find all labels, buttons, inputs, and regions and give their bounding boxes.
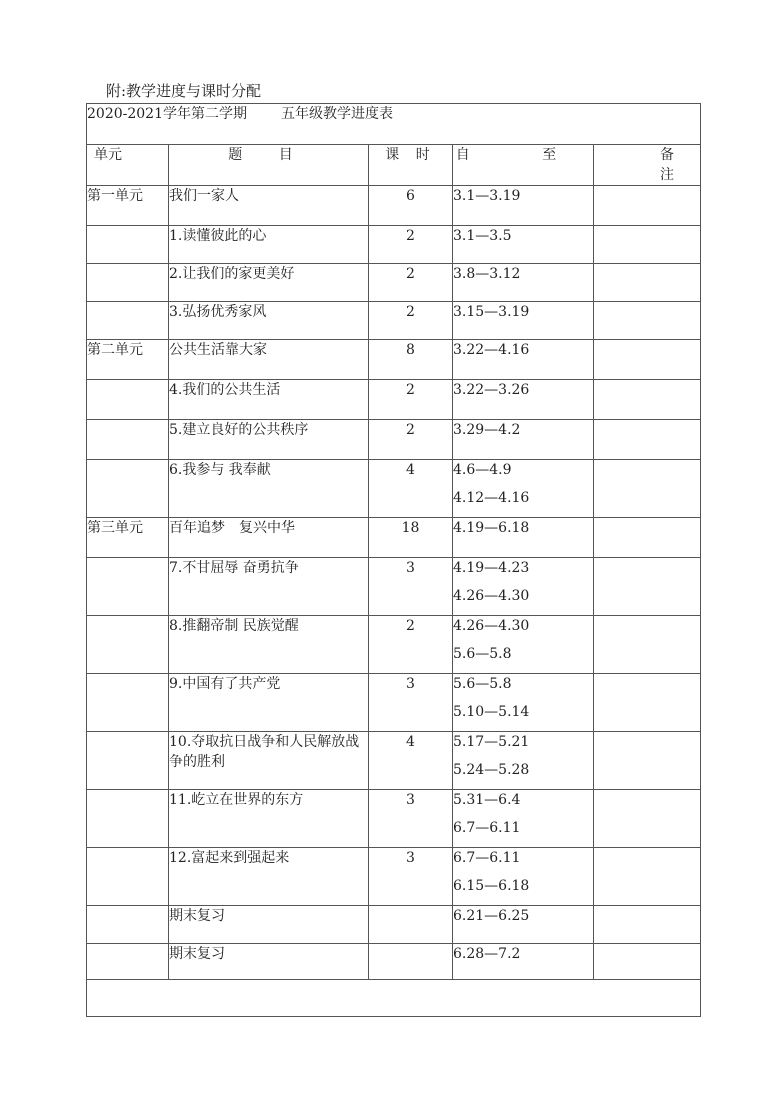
date-range: 4.19—4.23 (453, 560, 530, 576)
notes-cell (594, 558, 701, 616)
semester-label: 2020-2021学年第二学期 (87, 106, 247, 122)
table-row (87, 460, 701, 518)
topic-cell: 7.不甘屈辱 奋勇抗争 (169, 558, 369, 616)
notes-cell (594, 616, 701, 674)
notes-cell (594, 186, 701, 226)
date-range-cell (453, 732, 594, 790)
notes-cell (594, 302, 701, 340)
hours-cell: 2 (369, 264, 453, 302)
notes-cell (594, 906, 701, 944)
notes-cell (594, 264, 701, 302)
table-row (87, 264, 701, 302)
notes-cell (594, 518, 701, 558)
topic-cell: 3.弘扬优秀家风 (169, 302, 369, 340)
hours-cell: 3 (369, 558, 453, 616)
notes-cell (594, 380, 701, 420)
date-range-cell (453, 340, 594, 380)
header-hours: 课 时 (369, 145, 453, 186)
topic-cell: 公共生活靠大家 (169, 340, 369, 380)
date-range-cell (453, 420, 594, 460)
date-range-cell (453, 226, 594, 264)
date-range: 4.19—6.18 (453, 520, 530, 536)
date-range-cell (453, 906, 594, 944)
unit-cell (87, 790, 169, 848)
date-range: 6.7—6.11 (453, 850, 521, 866)
date-range: 3.1—3.19 (453, 188, 521, 204)
table-row (87, 674, 701, 732)
blank-cell (87, 980, 701, 1017)
hours-cell: 4 (369, 732, 453, 790)
table-row (87, 380, 701, 420)
topic-cell: 10.夺取抗日战争和人民解放战争的胜利 (169, 732, 369, 790)
notes-cell (594, 340, 701, 380)
schedule-table (86, 103, 701, 1017)
header-date-range: 自 至 (453, 145, 594, 186)
table-row (87, 790, 701, 848)
table-row (87, 732, 701, 790)
date-range: 5.24—5.28 (453, 762, 530, 778)
schedule-rows (87, 186, 701, 980)
table-name: 五年级教学进度表 (281, 106, 393, 122)
date-range-cell (453, 674, 594, 732)
topic-cell: 百年追梦 复兴中华 (169, 518, 369, 558)
date-range-cell (453, 558, 594, 616)
unit-cell (87, 380, 169, 420)
unit-cell (87, 420, 169, 460)
hours-cell: 3 (369, 790, 453, 848)
table-row (87, 340, 701, 380)
date-range: 5.6—5.8 (453, 676, 512, 692)
unit-cell (87, 226, 169, 264)
table-row (87, 616, 701, 674)
date-range-cell (453, 944, 594, 980)
table-row (87, 226, 701, 264)
table-title (87, 104, 701, 145)
date-range-cell (453, 186, 594, 226)
topic-cell: 期末复习 (169, 944, 369, 980)
date-range: 4.12—4.16 (453, 490, 530, 506)
hours-cell (369, 944, 453, 980)
date-range: 5.31—6.4 (453, 792, 521, 808)
topic-cell: 我们一家人 (169, 186, 369, 226)
date-range: 3.22—3.26 (453, 382, 530, 398)
date-range: 5.17—5.21 (453, 734, 530, 750)
header-row (87, 145, 701, 186)
hours-cell: 18 (369, 518, 453, 558)
topic-cell: 9.中国有了共产党 (169, 674, 369, 732)
hours-cell: 3 (369, 848, 453, 906)
hours-cell (369, 906, 453, 944)
unit-cell: 第二单元 (87, 340, 169, 380)
hours-cell: 2 (369, 380, 453, 420)
topic-cell: 4.我们的公共生活 (169, 380, 369, 420)
unit-cell (87, 616, 169, 674)
table-row (87, 944, 701, 980)
unit-cell (87, 732, 169, 790)
hours-cell: 2 (369, 616, 453, 674)
date-range: 6.21—6.25 (453, 908, 530, 924)
table-row (87, 558, 701, 616)
notes-cell (594, 420, 701, 460)
page-caption: 附:教学进度与课时分配 (106, 82, 262, 100)
unit-cell (87, 848, 169, 906)
table-row (87, 906, 701, 944)
header-unit: 单元 (87, 145, 169, 186)
hours-cell: 3 (369, 674, 453, 732)
header-notes: 备 注 (594, 145, 701, 186)
notes-cell (594, 732, 701, 790)
hours-cell: 6 (369, 186, 453, 226)
blank-row (87, 980, 701, 1017)
date-range-cell (453, 790, 594, 848)
date-range: 4.26—4.30 (453, 618, 530, 634)
date-range-cell (453, 460, 594, 518)
date-range: 4.26—4.30 (453, 588, 530, 604)
table-row (87, 302, 701, 340)
topic-cell: 11.屹立在世界的东方 (169, 790, 369, 848)
unit-cell (87, 558, 169, 616)
date-range: 3.8—3.12 (453, 266, 521, 282)
unit-cell (87, 460, 169, 518)
date-range: 5.6—5.8 (453, 646, 512, 662)
topic-cell: 6.我参与 我奉献 (169, 460, 369, 518)
date-range: 6.7—6.11 (453, 820, 521, 836)
notes-cell (594, 790, 701, 848)
unit-cell (87, 264, 169, 302)
date-range-cell (453, 616, 594, 674)
unit-cell: 第三单元 (87, 518, 169, 558)
date-range: 3.22—4.16 (453, 342, 530, 358)
notes-cell (594, 944, 701, 980)
header-topic: 题 目 (169, 145, 369, 186)
date-range: 3.1—3.5 (453, 228, 512, 244)
hours-cell: 2 (369, 420, 453, 460)
date-range-cell (453, 302, 594, 340)
unit-cell (87, 302, 169, 340)
date-range-cell (453, 264, 594, 302)
hours-cell: 4 (369, 460, 453, 518)
topic-cell: 2.让我们的家更美好 (169, 264, 369, 302)
date-range: 6.28—7.2 (453, 946, 521, 962)
topic-cell: 8.推翻帝制 民族觉醒 (169, 616, 369, 674)
hours-cell: 2 (369, 302, 453, 340)
topic-cell: 1.读懂彼此的心 (169, 226, 369, 264)
table-row (87, 848, 701, 906)
notes-cell (594, 674, 701, 732)
date-range: 3.29—4.2 (453, 422, 521, 438)
date-range-cell (453, 518, 594, 558)
date-range: 6.15—6.18 (453, 878, 530, 894)
date-range: 5.10—5.14 (453, 704, 530, 720)
date-range: 4.6—4.9 (453, 462, 512, 478)
unit-cell (87, 944, 169, 980)
hours-cell: 8 (369, 340, 453, 380)
topic-cell: 12.富起来到强起来 (169, 848, 369, 906)
unit-cell (87, 906, 169, 944)
table-row (87, 186, 701, 226)
topic-cell: 5.建立良好的公共秩序 (169, 420, 369, 460)
table-title-row (87, 104, 701, 145)
topic-cell: 期末复习 (169, 906, 369, 944)
hours-cell: 2 (369, 226, 453, 264)
table-row (87, 420, 701, 460)
notes-cell (594, 848, 701, 906)
table-row (87, 518, 701, 558)
date-range-cell (453, 848, 594, 906)
date-range: 3.15—3.19 (453, 304, 530, 320)
unit-cell (87, 674, 169, 732)
unit-cell: 第一单元 (87, 186, 169, 226)
notes-cell (594, 460, 701, 518)
notes-cell (594, 226, 701, 264)
date-range-cell (453, 380, 594, 420)
